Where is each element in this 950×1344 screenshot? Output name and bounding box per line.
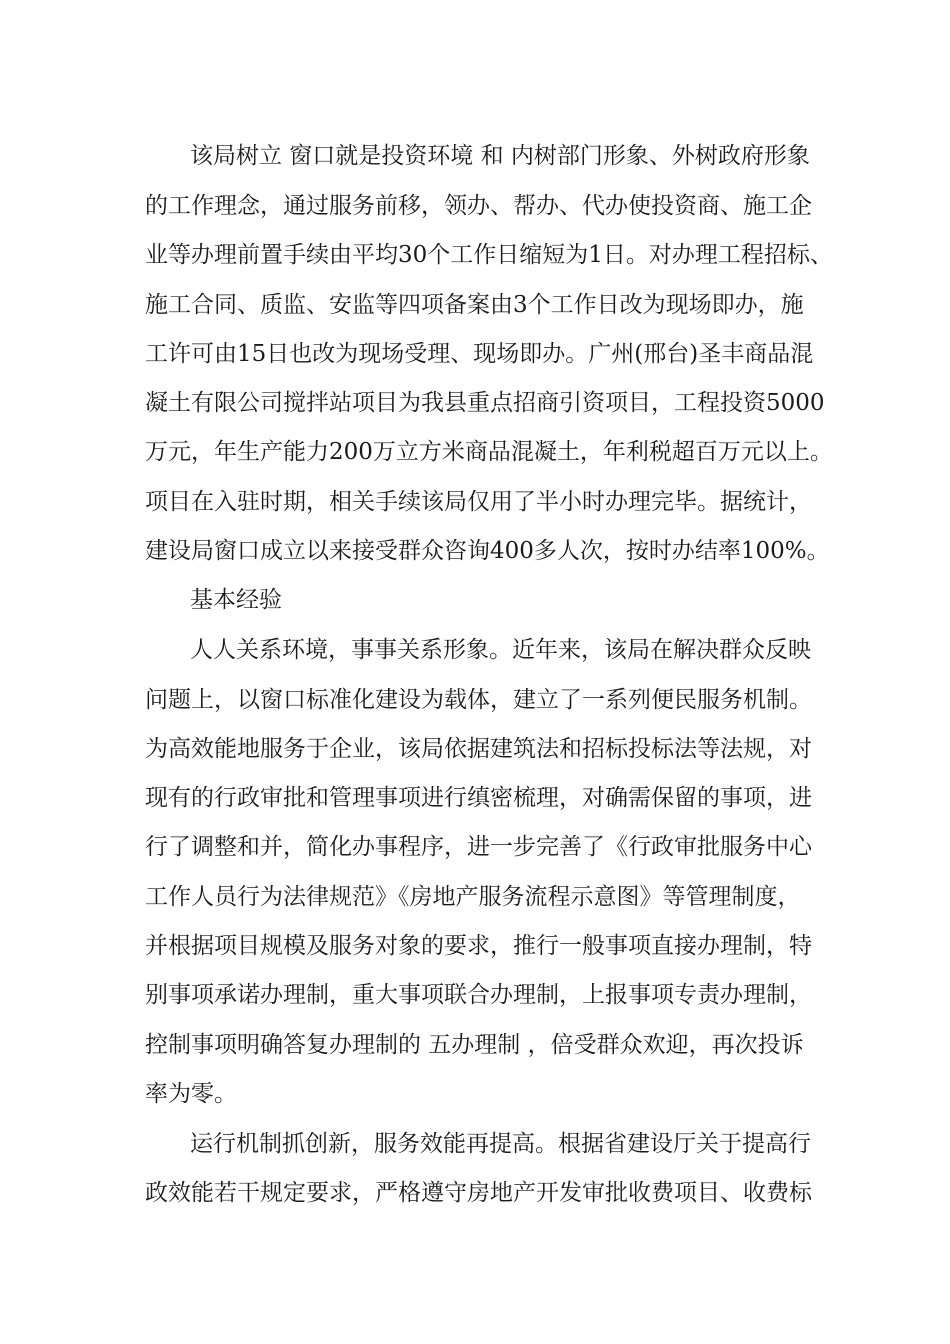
- paragraph-1-line-4: 施工合同、质监、安监等四项备案由3个工作日改为现场即办，施: [145, 292, 804, 318]
- paragraph-3-line-2: 政效能若干规定要求，严格遵守房地产开发审批收费项目、收费标: [145, 1180, 812, 1206]
- paragraph-1-line-9: 建设局窗口成立以来接受群众咨询400多人次，按时办结率100%。: [145, 538, 830, 564]
- paragraph-1-line-6: 凝土有限公司搅拌站项目为我县重点招商引资项目，工程投资5000: [145, 390, 825, 416]
- paragraph-2-line-9: 控制事项明确答复办理制的 五办理制 ，倍受群众欢迎，再次投诉: [145, 1032, 804, 1058]
- paragraph-2-line-8: 别事项承诺办理制，重大事项联合办理制，上报事项专责办理制，: [145, 982, 812, 1008]
- paragraph-2-line-1: 人人关系环境，事事关系形象。近年来，该局在解决群众反映: [190, 637, 811, 663]
- paragraph-2-line-4: 现有的行政审批和管理事项进行缜密梳理，对确需保留的事项，进: [145, 785, 812, 811]
- paragraph-1-line-3: 业等办理前置手续由平均30个工作日缩短为1日。对办理工程招标、: [145, 242, 833, 268]
- paragraph-1-line-5: 工许可由15日也改为现场受理、现场即办。广州(邢台)圣丰商品混: [145, 341, 814, 367]
- section-heading: 基本经验: [190, 587, 282, 613]
- paragraph-1-line-7: 万元，年生产能力200万立方米商品混凝土，年利税超百万元以上。: [145, 439, 833, 465]
- paragraph-1-line-8: 项目在入驻时期，相关手续该局仅用了半小时办理完毕。据统计，: [145, 489, 812, 515]
- paragraph-2-line-3: 为高效能地服务于企业，该局依据建筑法和招标投标法等法规，对: [145, 736, 812, 762]
- paragraph-2-line-2: 问题上，以窗口标准化建设为载体，建立了一系列便民服务机制。: [145, 687, 812, 713]
- paragraph-1-line-1: 该局树立 窗口就是投资环境 和 内树部门形象、外树政府形象: [190, 143, 810, 169]
- paragraph-3-line-1: 运行机制抓创新，服务效能再提高。根据省建设厅关于提高行: [190, 1131, 811, 1157]
- paragraph-2-line-10: 率为零。: [145, 1081, 237, 1107]
- paragraph-1-line-2: 的工作理念，通过服务前移，领办、帮办、代办使投资商、施工企: [145, 193, 812, 219]
- paragraph-2-line-6: 工作人员行为法律规范》《房地产服务流程示意图》等管理制度，: [145, 884, 801, 910]
- paragraph-2-line-7: 并根据项目规模及服务对象的要求，推行一般事项直接办理制，特: [145, 933, 812, 959]
- paragraph-2-line-5: 行了调整和并，简化办事程序，进一步完善了《行政审批服务中心: [145, 834, 812, 860]
